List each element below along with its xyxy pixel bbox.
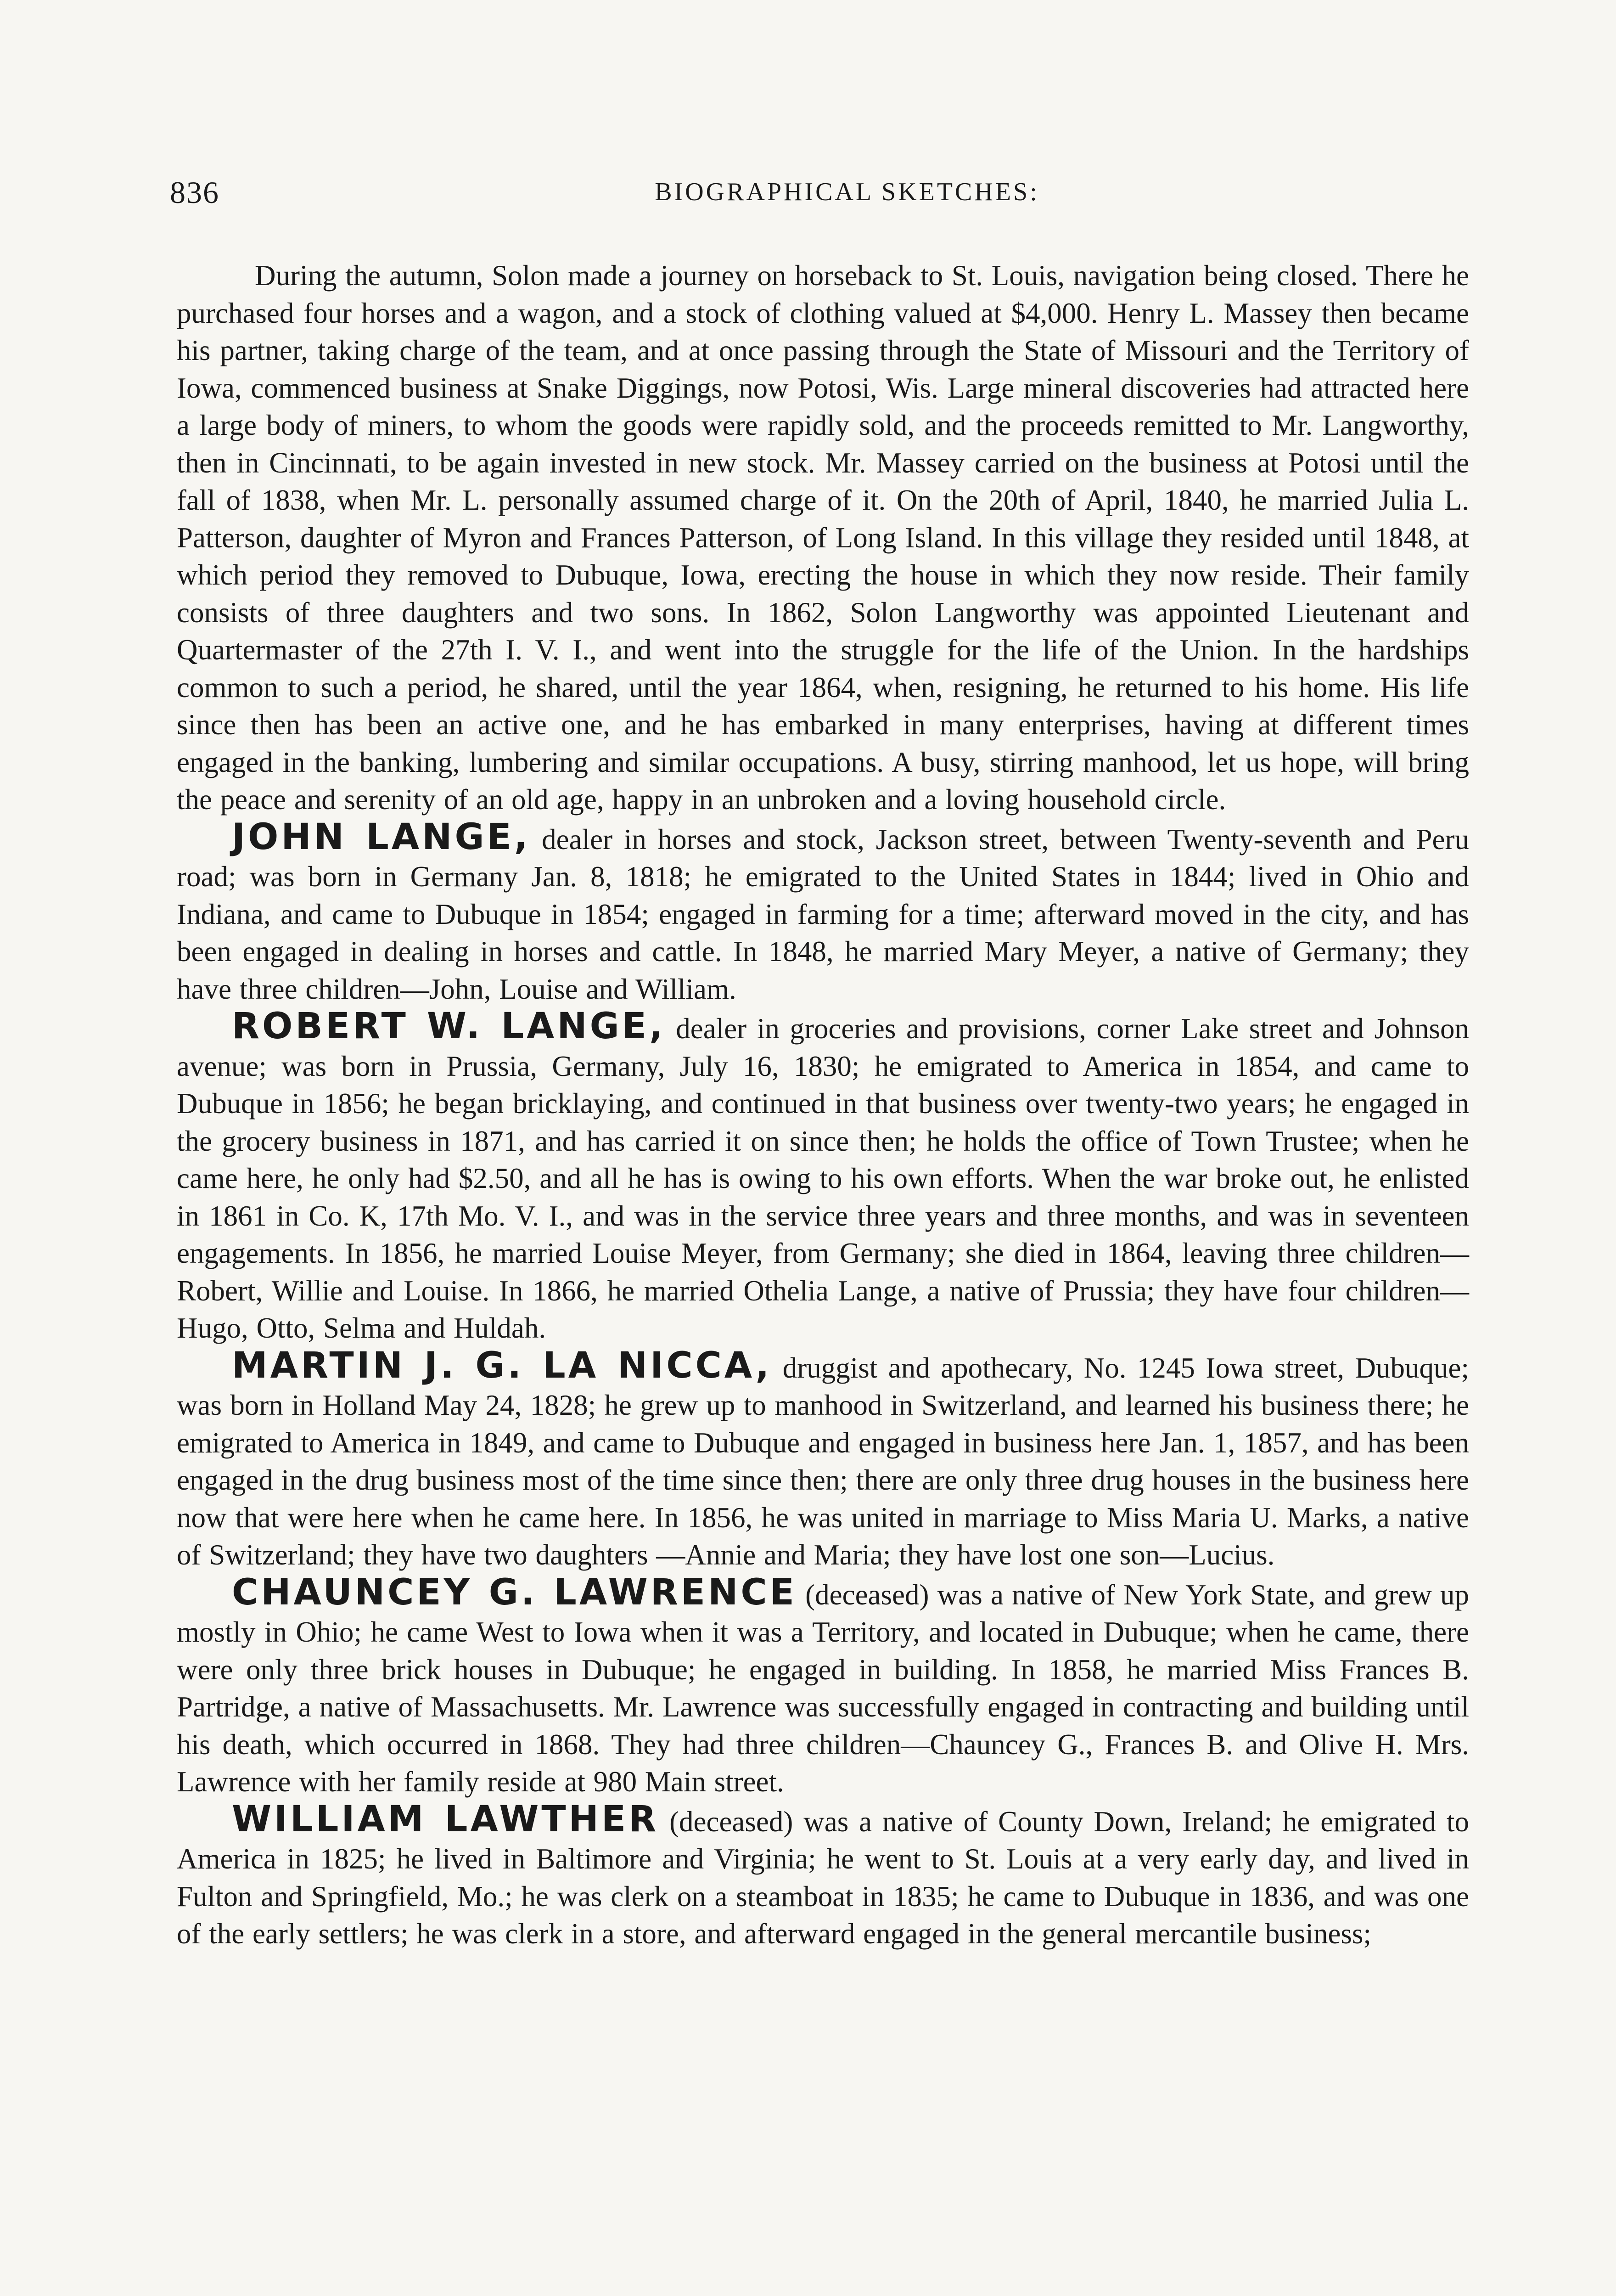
entry-name: JOHN LANGE, — [232, 816, 531, 858]
page-header — [170, 174, 1469, 225]
entry-text: druggist and apothecary, No. 1245 Iowa street, Dubuque; was born in Holland May 24, 1828; he grew up to manhood in Switzerland, and learned his business there; he emigrated to America in 1849, and came to Dubuque and engaged in business here Jan. 1, 1857, and has been engaged in the drug business most of the time since then; there are only three drug houses in the business here now that were here when he came here. In 1856, he was united in marriage to Miss Maria U. Marks, a native of Switzerland; they have two daughters —Annie and Maria; they have lost one son—Lucius. — [177, 1351, 1469, 1571]
entry-martin-la-nicca — [177, 1347, 1469, 1574]
entry-name: CHAUNCEY G. LAWRENCE — [232, 1571, 797, 1613]
entry-chauncey-lawrence — [177, 1571, 1470, 1801]
entry-name: WILLIAM LAWTHER — [232, 1798, 659, 1840]
entry-john-lange — [177, 816, 1469, 1008]
running-head: BIOGRAPHICAL SKETCHES: — [655, 178, 1039, 206]
body-text — [177, 257, 1469, 1953]
page-number: 836 — [170, 175, 219, 210]
entry-text: dealer in horses and stock, Jackson street, between Twenty-seventh and Peru road; was born in Germany Jan. 8, 1818; he emigrated to the United States in 1844; lived in Ohio and Indiana, and came to Dubuque in 1854; engaged in farming for a time; afterward moved in the city, and has been engaged in dealing in horses and cattle. In 1848, he married Mary Meyer, a native of Germany; they have three children—John, Louise and William. — [177, 823, 1469, 1005]
entry-william-lawther — [177, 1798, 1469, 1953]
entry-name: MARTIN J. G. LA NICCA, — [232, 1345, 772, 1386]
entry-robert-w-lange — [177, 1008, 1469, 1347]
entry-text: (deceased) was a native of New York State, and grew up mostly in Ohio; he came West to Iowa when it was a Territory, and located in Dubuque; when he came, there were only three brick houses in Dubuque; he engaged in building. In 1858, he married Miss Frances B. Partridge, a native of Massachusetts. Mr. Lawrence was successfully engaged in contracting and building until his death, which occurred in 1868. They had three children—Chauncey G., Frances B. and Olive H. Mrs. Lawrence with her family reside at 980 Main street. — [177, 1578, 1470, 1798]
entry-text: dealer in groceries and provisions, corner Lake street and Johnson avenue; was born in Prussia, Germany, July 16, 1830; he emigrated to America in 1854, and came to Dubuque in 1856; he began bricklaying, and continued in that business over twenty-two years; he engaged in the grocery business in 1871, and has carried it on since then; he holds the office of Town Trustee; when he came here, he only had $2.50, and all he has is owing to his own efforts. When the war broke out, he enlisted in 1861 in Co. K, 17th Mo. V. I., and was in the service three years and three months, and was in seventeen engagements. In 1856, he married Louise Meyer, from Germany; she died in 1864, leaving three children—Robert, Willie and Louise. In 1866, he married Othelia Lange, a native of Prussia; they have four children—Hugo, Otto, Selma and Huldah. — [177, 1013, 1469, 1344]
entry-text: (deceased) was a native of County Down, Ireland; he emigrated to America in 1825; he lived in Baltimore and Virginia; he went to St. Louis at a very early day, and lived in Fulton and Springfield, Mo.; he was clerk on a steamboat in 1835; he came to Dubuque in 1836, and was one of the early settlers; he was clerk in a store, and afterward engaged in the general mercantile business; — [177, 1805, 1469, 1950]
paragraph-solon-langworthy: During the autumn, Solon made a journey on horseback to St. Louis, navigation being closed. There he purchased four horses and a wagon, and a stock of clothing valued at $4,000. Henry L. Massey then became his partner, taking charge of the team, and at once passing through the State of Missouri and the Territory of Iowa, commenced business at Snake Diggings, now Potosi, Wis. Large mineral discoveries had attracted here a large body of miners, to whom the goods were rapidly sold, and the proceeds remitted to Mr. Langworthy, then in Cincinnati, to be again invested in new stock. Mr. Massey carried on the business at Potosi until the fall of 1838, when Mr. L. personally assumed charge of it. On the 20th of April, 1840, he married Julia L. Patterson, daughter of Myron and Frances Patterson, of Long Island. In this village they resided until 1848, at which period they removed to Dubuque, Iowa, erecting the house in which they now reside. Their family consists of three daughters and two sons. In 1862, Solon Langworthy was appointed Lieutenant and Quartermaster of the 27th I. V. I., and went into the struggle for the life of the Union. In the hardships common to such a period, he shared, until the year 1864, when, resigning, he returned to his home. His life since then has been an active one, and he has embarked in many enterprises, having at different times engaged in the banking, lumbering and similar occupations. A busy, stirring manhood, let us hope, will bring the peace and serenity of an old age, happy in an unbroken and a loving household circle. — [177, 259, 1469, 816]
entry-name: ROBERT W. LANGE, — [232, 1006, 666, 1047]
